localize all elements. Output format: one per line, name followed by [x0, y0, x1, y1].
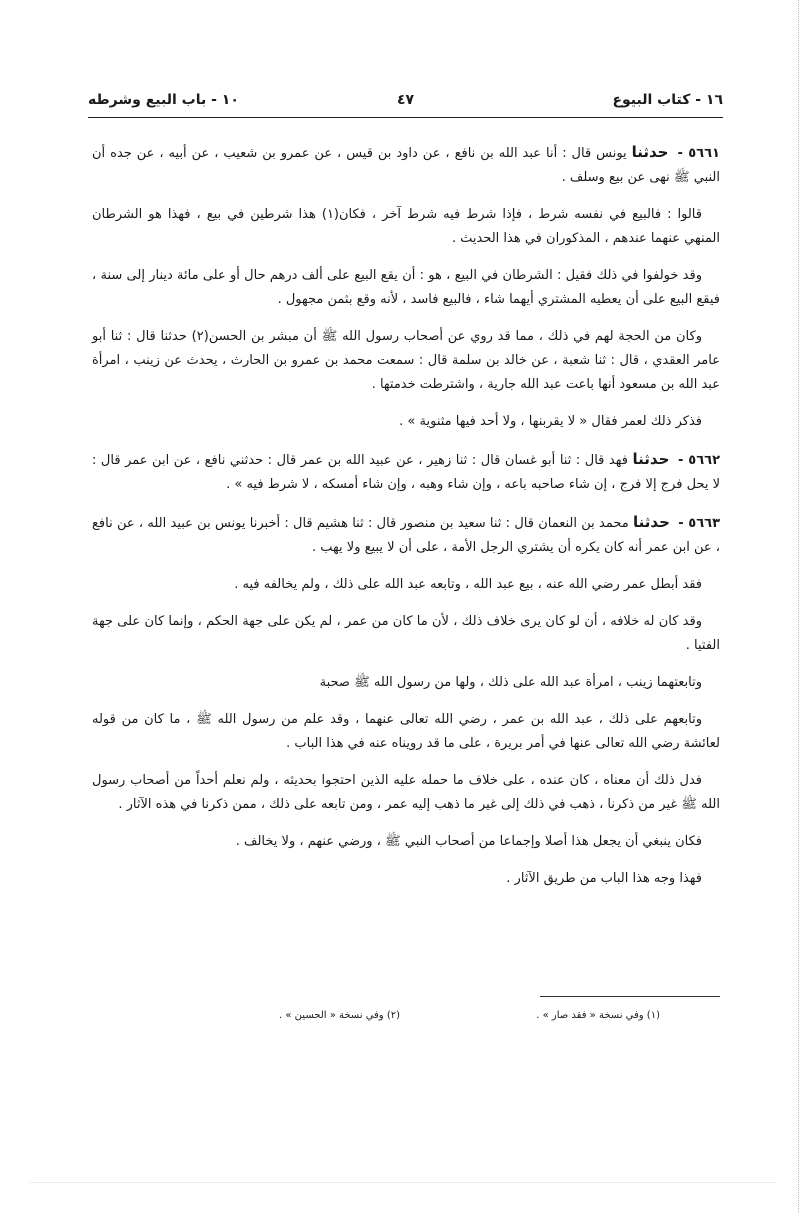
header-chapter-title: ١٠ - باب البيع وشرطه: [88, 92, 239, 108]
main-text: [92, 140, 720, 904]
paragraph: فكان ينبغي أن يجعل هذا أصلا وإجماعا من أصحاب النبي ﷺ ، ورضي عنهم ، ولا يخالف .: [235, 834, 702, 849]
paragraph: قالوا : فالبيع في نفسه شرط ، فإذا شرط فيه شرط آخر ، فكان(١) هذا شرطين في بيع ، فهذا هو الشرطان المنهي عنهما عندهم ، المذكوران في هذا الحديث .: [92, 207, 720, 246]
hadith-number: ٥٦٦٣ -: [678, 516, 721, 531]
running-header: [88, 90, 723, 116]
paragraph: فقد أبطل عمر رضي الله عنه ، بيع عبد الله ، وتابعه عبد الله على ذلك ، ولم يخالفه فيه .: [234, 577, 702, 592]
paragraph: وكان من الحجة لهم في ذلك ، مما قد روي عن أصحاب رسول الله ﷺ أن مبشر بن الحسن(٢) حدثنا قال : ثنا أبو عامر العقدي ، قال : ثنا شعبة ، عن خالد بن سلمة قال : سمعت محمد بن عمرو بن الحارث ، يحدث عن زينب ، امرأة عبد الله بن مسعود أنها باعت عبد الله جارية ، واشترطت خدمتها .: [92, 329, 720, 392]
hadith-5661: [92, 140, 720, 190]
hadith-number: ٥٦٦٢ -: [677, 453, 721, 468]
hadith-text: يونس قال : أنا عبد الله بن نافع ، عن داود بن قيس ، عن عمرو بن شعيب ، عن أبيه ، عن جده أن النبي ﷺ نهى عن بيع وسلف .: [92, 146, 720, 185]
footnote-1: (١) وفي نسخة « فقد صار » .: [536, 1010, 660, 1021]
paragraph: وقد خولفوا في ذلك فقيل : الشرطان في البيع ، هو : أن يقع البيع على ألف درهم حال أو على مائة دينار إلى سنة ، فيقع البيع على أن يعطيه المشتري أيهما شاء ، فالبيع فاسد ، لأنه وقع بثمن مجهول .: [92, 268, 720, 307]
paragraph: فذكر ذلك لعمر فقال « لا يقربنها ، ولا أحد فيها مثنوية » .: [399, 414, 702, 429]
hadith-text: فهد قال : ثنا أبو غسان قال : ثنا زهير ، عن عبيد الله بن عمر قال : حدثني نافع ، عن ابن عمر قال : لا يحل فرج إلا فرج ، إن شاء صاحبه باعه ، وإن شاء وهبه ، وإن شاء أمسكه ، لا شرط فيه » .: [92, 453, 720, 492]
hadith-number: ٥٦٦١ -: [677, 146, 720, 161]
paragraph: وقد كان له خلافه ، أن لو كان يرى خلاف ذلك ، لأن ما كان من عمر ، لم يكن على جهة الحكم ، وإنما كان على جهة الفتيا .: [92, 614, 720, 653]
scan-bottom-noise: [30, 1182, 775, 1183]
hadith-opening: حدثنا: [632, 450, 670, 468]
paragraph: فهذا وجه هذا الباب من طريق الآثار .: [506, 871, 702, 886]
paragraph: وتابعهم على ذلك ، عبد الله بن عمر ، رضي الله تعالى عنهما ، وقد علم من رسول الله ﷺ ، ما كان من قوله لعائشة رضي الله تعالى عنها في أمر بريرة ، على ما قد رويناه عنه في هذا الباب .: [92, 712, 720, 751]
hadith-5662: [92, 447, 720, 497]
page-number: ٤٧: [396, 92, 415, 108]
footnote-2: (٢) وفي نسخة « الحسين » .: [279, 1010, 400, 1021]
scan-edge-line: [798, 0, 799, 1213]
paragraph: وتابعتهما زينب ، امرأة عبد الله على ذلك ، ولها من رسول الله ﷺ صحبة: [319, 675, 702, 690]
hadith-opening: حدثنا: [631, 143, 669, 161]
hadith-5663: [92, 510, 720, 560]
header-rule: [88, 117, 723, 118]
hadith-text: محمد بن النعمان قال : ثنا سعيد بن منصور قال : ثنا هشيم قال : أخبرنا يونس بن عبيد الله ، عن نافع ، عن ابن عمر أنه كان يكره أن يشتري الرجل الأمة ، على أن لا يبيع ولا يهب .: [92, 516, 720, 555]
header-book-title: ١٦ - كتاب البيوع: [612, 92, 723, 108]
footnote-rule: [540, 996, 720, 997]
hadith-opening: حدثنا: [633, 513, 670, 531]
paragraph: فدل ذلك أن معناه ، كان عنده ، على خلاف ما حمله عليه الذين احتجوا بحديثه ، ولم نعلم أحداً من أصحاب رسول الله ﷺ غير من ذكرنا ، ذهب في ذلك إلى غير ما ذهب إليه عمر ، ومن تابعه على ذلك ، ممن ذكرنا في هذه الآثار .: [92, 773, 720, 812]
